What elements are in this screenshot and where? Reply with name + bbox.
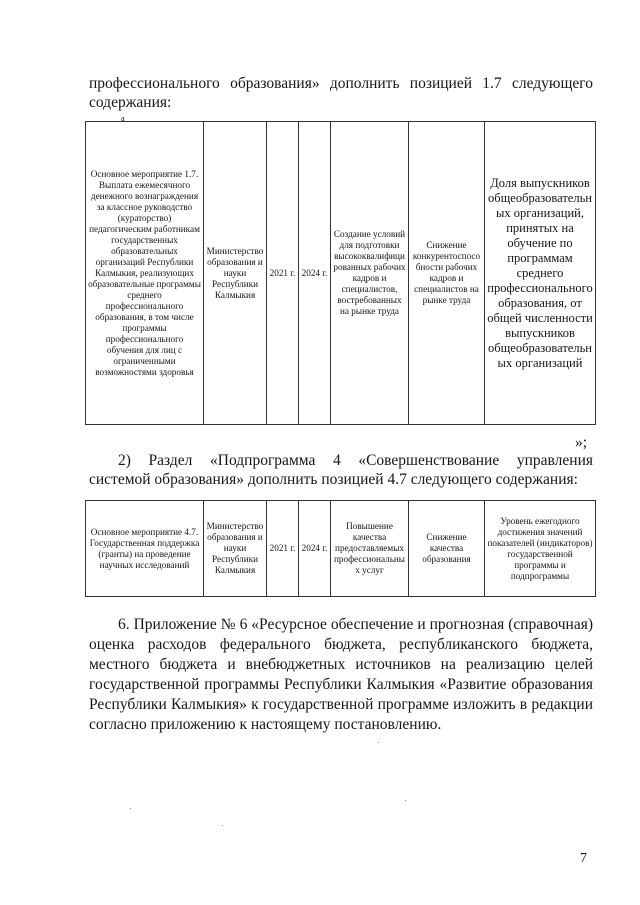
page-number: 7: [580, 851, 587, 866]
expected-result-cell: Создание условий для подготовки высококвалифицированных рабочих кадров и специалистов, востребованных на рынке труда: [331, 122, 409, 425]
scan-speck: [378, 742, 379, 743]
section2-line-1: 2) Раздел «Подпрограмма 4 «Совершенствование управления: [118, 452, 593, 469]
table-row: [86, 501, 596, 597]
table-position-1-7: [85, 121, 596, 425]
indicator-cell: Уровень ежегодного достижения значений показателей (индикаторов) государственной программы и подпрограммы: [485, 501, 596, 597]
table-position-4-7: [85, 500, 596, 597]
indicator-cell: Доля выпускников общеобразовательных организаций, принятых на обучение по программам среднего профессионального образования, от общей численности выпускников общеобразовательных организаций: [485, 122, 596, 425]
start-year-cell: 2021 г.: [267, 501, 299, 597]
activity-cell: Основное мероприятие 1.7. Выплата ежемесячного денежного вознаграждения за классное руководство (кураторство) педагогическим работникам государственных образовательных организаций Республики Калмыкия, реализующих образовательные программы среднего профессионального образования, в том числе программы профессионального обучения для лиц с ограниченными возможностями здоровья: [86, 122, 204, 425]
consequences-cell: Снижение качества образования: [409, 501, 485, 597]
activity-cell: Основное мероприятие 4.7. Государственная поддержка (гранты) на проведение научных исследований: [86, 501, 204, 597]
section2-line-2: системой образования» дополнить позицией 4.7 следующего содержания:: [89, 471, 578, 488]
intro-line-2: содержания:: [89, 94, 172, 111]
intro-line-1: профессионального образования» дополнить позицией 1.7 следующего: [89, 75, 593, 92]
table-row: [86, 122, 596, 425]
executor-cell: Министерство образования и науки Республики Калмыкия: [204, 501, 267, 597]
small-mark: а: [121, 114, 125, 123]
expected-result-cell: Повышение качества предоставляемых профессиональных услуг: [331, 501, 409, 597]
consequences-cell: Снижение конкурентоспособности рабочих кадров и специалистов на рынке труда: [409, 122, 485, 425]
closing-quote: »;: [575, 434, 588, 451]
start-year-cell: 2021 г.: [267, 122, 299, 425]
end-year-cell: 2024 г.: [299, 501, 331, 597]
scan-speck: [222, 825, 223, 826]
scan-speck: [130, 808, 131, 809]
scan-speck: [405, 800, 406, 801]
end-year-cell: 2024 г.: [299, 122, 331, 425]
executor-cell: Министерство образования и науки Республики Калмыкия: [204, 122, 267, 425]
section6-paragraph: 6. Приложение № 6 «Ресурсное обеспечение и прогнозная (справочная) оценка расходов федерального бюджета, республиканского бюджета, местного бюджета и внебюджетных источников на реализацию целей государственной программы Республики Калмыкия «Развитие образования Республики Калмыкия» к государственной программе изложить в редакции согласно приложению к настоящему постановлению.: [89, 616, 593, 733]
